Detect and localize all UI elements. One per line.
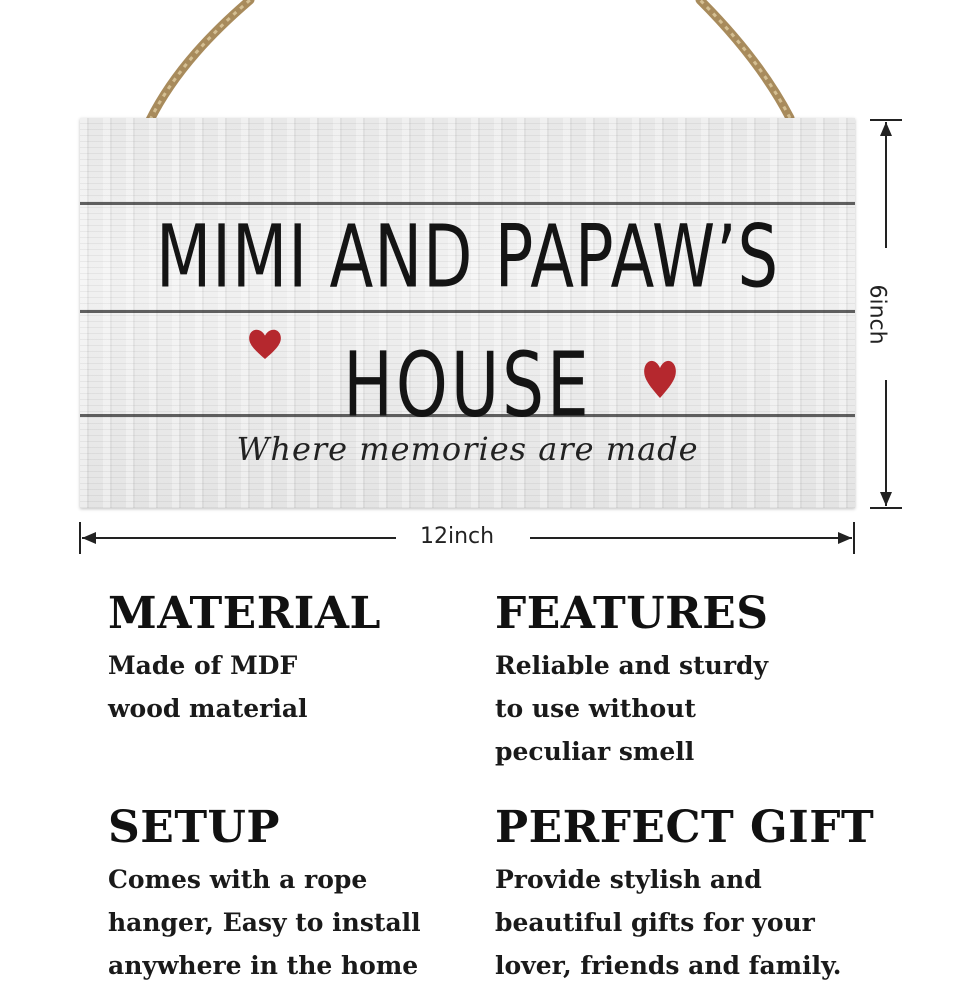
- width-label: 12inch: [420, 524, 495, 549]
- feature-line: anywhere in the home: [108, 951, 419, 980]
- feature-text: [108, 644, 468, 730]
- sign-title-line2: HOUSE: [343, 333, 592, 437]
- feature-text: [108, 858, 488, 987]
- feature-line: beautiful gifts for your: [495, 908, 815, 937]
- feature-line: Reliable and sturdy: [495, 651, 768, 680]
- feature-text: [495, 858, 965, 987]
- heart-icon: [640, 354, 680, 402]
- feature-line: lover, friends and family.: [495, 951, 842, 980]
- sign-subtitle: Where memories are made: [236, 430, 699, 468]
- heart-icon: [245, 324, 285, 364]
- feature-line: hanger, Easy to install: [108, 908, 421, 937]
- feature-title: FEATURES: [495, 588, 769, 639]
- feature-line: Comes with a rope: [108, 865, 368, 894]
- feature-line: wood material: [108, 694, 308, 723]
- feature-title: PERFECT GIFT: [495, 802, 875, 853]
- feature-material: [108, 590, 468, 730]
- rope-hanger: [0, 0, 980, 130]
- feature-features: [495, 590, 955, 773]
- feature-setup: [108, 804, 488, 987]
- feature-line: to use without: [495, 694, 696, 723]
- feature-text: [495, 644, 955, 773]
- height-label: 6inch: [864, 284, 890, 345]
- feature-perfect-gift: [495, 804, 965, 987]
- sign-title-line1: MIMI AND PAPAW’S: [155, 208, 780, 308]
- plank-divider: [80, 202, 855, 205]
- feature-line: Provide stylish and: [495, 865, 762, 894]
- feature-title: SETUP: [108, 802, 281, 853]
- feature-line: Made of MDF: [108, 651, 298, 680]
- wooden-sign: [80, 118, 855, 508]
- feature-title: MATERIAL: [108, 588, 381, 639]
- feature-line: peculiar smell: [495, 737, 695, 766]
- plank-divider: [80, 310, 855, 313]
